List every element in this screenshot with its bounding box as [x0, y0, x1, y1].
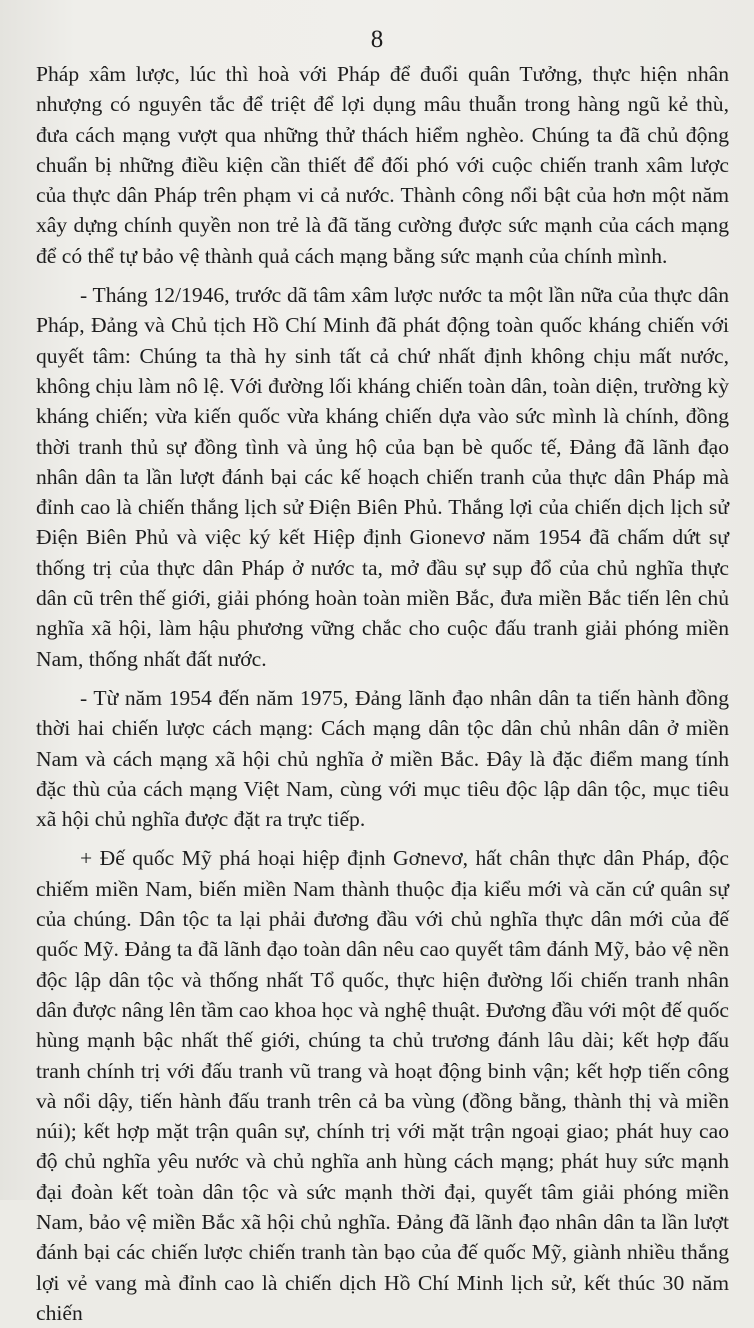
paragraph-resistance-france: - Tháng 12/1946, trước dã tâm xâm lược nước ta một lần nữa của thực dân Pháp, Đảng và Chủ tịch Hồ Chí Minh đã phát động toàn quốc kháng chiến với quyết tâm: Chúng ta thà hy sinh tất cả chứ nhất định không chịu mất nước, không chịu làm nô lệ. Với đường lối kháng chiến toàn dân, toàn diện, trường kỳ kháng chiến; vừa kiến quốc vừa kháng chiến dựa vào sức mình là chính, đồng thời tranh thủ sự đồng tình và ủng hộ của bạn bè quốc tế, Đảng đã lãnh đạo nhân dân ta lần lượt đánh bại các kế hoạch chiến tranh của thực dân Pháp mà đỉnh cao là chiến thắng lịch sử Điện Biên Phủ. Thắng lợi của chiến dịch lịch sử Điện Biên Phủ và việc ký kết Hiệp định Gionevơ năm 1954 đã chấm dứt sự thống trị của thực dân Pháp ở nước ta, mở đầu sự sụp đổ của chủ nghĩa thực dân cũ trên thế giới, giải phóng hoàn toàn miền Bắc, đưa miền Bắc tiến lên chủ nghĩa xã hội, làm hậu phương vững chắc cho cuộc đấu tranh giải phóng miền Nam, thống nhất đất nước.: [36, 283, 729, 671]
paragraph-resistance-usa: + Đế quốc Mỹ phá hoại hiệp định Gơnevơ, hất chân thực dân Pháp, độc chiếm miền Nam, biến miền Nam thành thuộc địa kiểu mới và căn cứ quân sự của chúng. Dân tộc ta lại phải đương đầu với chủ nghĩa thực dân mới của đế quốc Mỹ. Đảng ta đã lãnh đạo toàn dân nêu cao quyết tâm đánh Mỹ, bảo vệ nền độc lập dân tộc và thống nhất Tổ quốc, thực hiện đường lối chiến tranh nhân dân được nâng lên tầm cao khoa học và nghệ thuật. Đương đầu với một đế quốc hùng mạnh bậc nhất thế giới, chúng ta chủ trương đánh lâu dài; kết hợp đấu tranh chính trị với đấu tranh vũ trang và hoạt động binh vận; kết hợp tiến công và nổi dậy, tiến hành đấu tranh trên cả ba vùng (đồng bằng, thành thị và miền núi); kết hợp mặt trận quân sự, chính trị với mặt trận ngoại giao; phát huy cao độ chủ nghĩa yêu nước và chủ nghĩa anh hùng cách mạng; phát huy sức mạnh đại đoàn kết toàn dân tộc và sức mạnh thời đại, quyết tâm giải phóng miền Nam, bảo vệ miền Bắc xã hội chủ nghĩa. Đảng đã lãnh đạo nhân dân ta lần lượt đánh bại các chiến lược chiến tranh tàn bạo của đế quốc Mỹ, giành nhiều thắng lợi vẻ vang mà đỉnh cao là chiến dịch Hồ Chí Minh lịch sử, kết thúc 30 năm chiến: [36, 846, 729, 1325]
paragraph-continuation: Pháp xâm lược, lúc thì hoà với Pháp để đuổi quân Tưởng, thực hiện nhân nhượng có nguyên tắc để triệt để lợi dụng mâu thuẫn trong hàng ngũ kẻ thù, đưa cách mạng vượt qua những thử thách hiểm nghèo. Chúng ta đã chủ động chuẩn bị những điều kiện cần thiết để đối phó với cuộc chiến tranh xâm lược của thực dân Pháp trên phạm vi cả nước. Thành công nổi bật của hơn một năm xây dựng chính quyền non trẻ là đã tăng cường được sức mạnh của cách mạng để có thể tự bảo vệ thành quả cách mạng bằng sức mạnh của chính mình.: [36, 62, 729, 268]
body-text: [36, 59, 729, 1328]
page-number: 8: [370, 26, 384, 53]
paragraph-two-strategies: - Từ năm 1954 đến năm 1975, Đảng lãnh đạo nhân dân ta tiến hành đồng thời hai chiến lược cách mạng: Cách mạng dân tộc dân chủ nhân dân ở miền Nam và cách mạng xã hội chủ nghĩa ở miền Bắc. Đây là đặc điểm mang tính đặc thù của cách mạng Việt Nam, cùng với mục tiêu độc lập dân tộc, mục tiêu xã hội chủ nghĩa được đặt ra trực tiếp.: [36, 685, 729, 832]
